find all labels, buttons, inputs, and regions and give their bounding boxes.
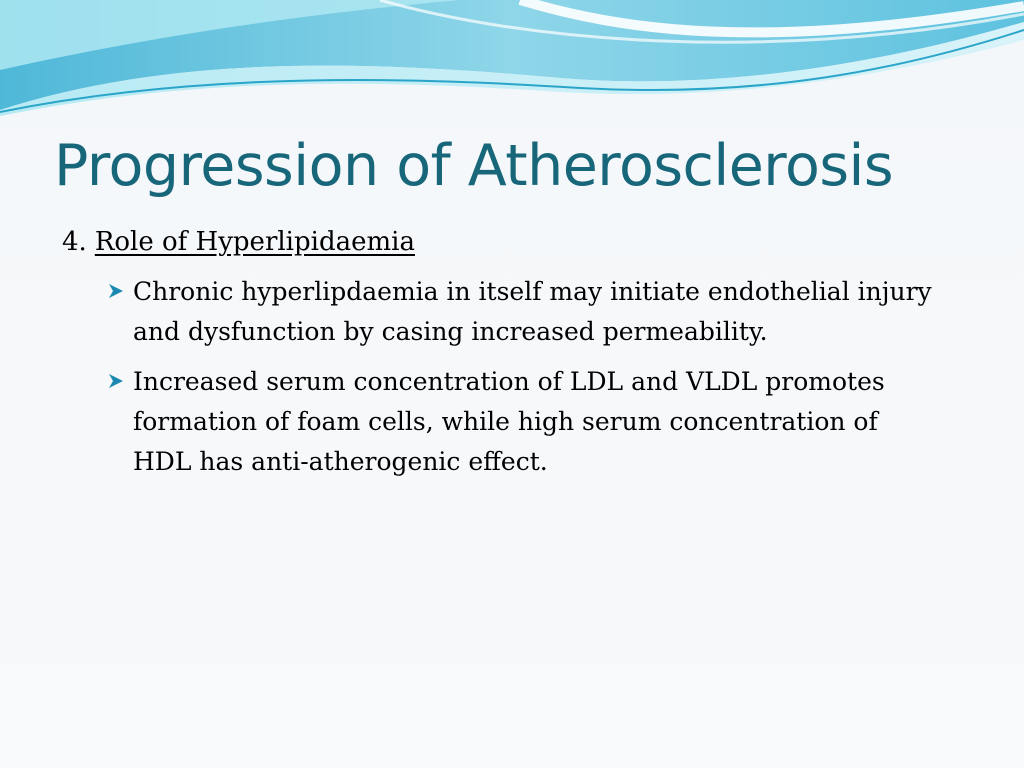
header-wave-decoration	[0, 0, 1024, 130]
list-item	[106, 272, 936, 352]
arrowhead-bullet-icon	[106, 371, 126, 391]
section-title: Role of Hyperlipidaemia	[94, 227, 415, 257]
bullet-text: Increased serum concentration of LDL and VLDL promotes formation of foam cells, while high serum concentration of HDL has anti-atherogenic effect.	[133, 367, 885, 476]
page-title: Progression of Atherosclerosis	[54, 133, 894, 199]
slide-content	[62, 222, 962, 492]
bullet-text: Chronic hyperlipdaemia in itself may initiate endothelial injury and dysfunction by casing increased permeability.	[133, 277, 932, 346]
section-number: 4.	[62, 227, 87, 257]
arrowhead-bullet-icon	[106, 281, 126, 301]
list-item	[106, 362, 936, 482]
section-heading	[62, 222, 962, 262]
bullet-list	[62, 272, 936, 482]
